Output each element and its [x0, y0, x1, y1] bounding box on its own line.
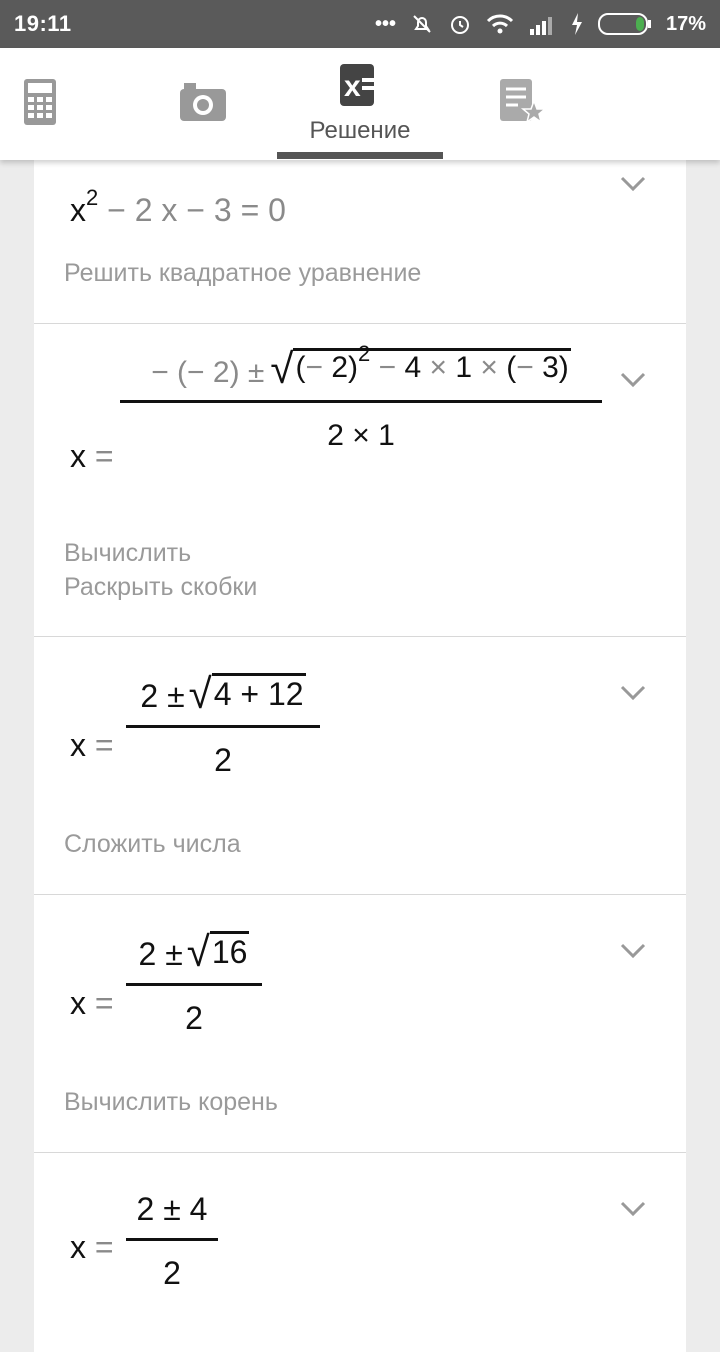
step2-description-2[interactable]: Раскрыть скобки	[64, 573, 258, 601]
step5-fraction	[126, 1191, 218, 1292]
active-tab-indicator	[277, 152, 443, 159]
charging-icon	[570, 13, 584, 35]
tab-solution-label: Решение	[309, 116, 411, 144]
step2-fraction	[120, 341, 602, 453]
tab-camera[interactable]	[160, 48, 246, 160]
tab-solution[interactable]	[277, 48, 443, 160]
num-left: − (− 2) ±	[151, 356, 265, 389]
camera-icon	[180, 83, 226, 126]
step-card-5[interactable]	[34, 1152, 686, 1352]
step4-description[interactable]: Вычислить корень	[64, 1088, 278, 1116]
fraction-bar	[126, 725, 320, 728]
sqrt-body: (− 2)$^2$ − 4 × 1 × (− 3)	[293, 348, 570, 390]
num-a: 2 ±	[138, 936, 183, 972]
sqrt-exp: 2	[358, 341, 371, 366]
equals-sign: =	[94, 727, 114, 763]
step2-numerator	[151, 341, 571, 392]
lhs-x: x	[70, 1229, 86, 1265]
wifi-icon	[486, 13, 514, 35]
step3-numerator	[140, 670, 305, 717]
num-a: 2 ±	[140, 678, 185, 714]
alarm-off-icon	[410, 12, 434, 36]
calculator-icon	[24, 79, 56, 130]
fraction-bar	[126, 1238, 218, 1241]
fraction-bar	[120, 400, 602, 403]
sqrt-expression	[188, 670, 306, 717]
step-card-1[interactable]	[34, 160, 686, 323]
chevron-down-icon[interactable]	[620, 943, 646, 964]
step3-fraction	[126, 670, 320, 779]
eq-term: − 2 x	[107, 192, 178, 228]
sqrt-expression	[270, 341, 570, 392]
step1-description[interactable]: Решить квадратное уравнение	[64, 259, 422, 287]
eq-x: x	[70, 192, 86, 228]
sqrt-expression	[186, 928, 250, 975]
step5-numerator: 2 ± 4	[136, 1191, 208, 1227]
fraction-bar	[126, 983, 262, 986]
step2-lhs	[70, 438, 114, 475]
notes-star-icon	[500, 79, 546, 130]
alarm-clock-icon	[448, 12, 472, 36]
eq-tail: − 3 = 0	[186, 192, 286, 228]
battery-icon	[598, 12, 652, 36]
sqrt-body: 4 + 12	[212, 673, 306, 715]
step3-denominator: 2	[214, 742, 232, 778]
lhs-x: x	[70, 985, 86, 1021]
step3-description[interactable]: Сложить числа	[64, 830, 241, 858]
step4-denominator: 2	[185, 1000, 203, 1036]
step3-lhs	[70, 727, 114, 764]
lhs-x: x	[70, 438, 86, 474]
status-time: 19:11	[14, 11, 72, 36]
signal-icon	[528, 13, 556, 35]
eq-exp: 2	[86, 185, 99, 210]
step4-fraction	[126, 928, 262, 1037]
step-card-4[interactable]	[34, 894, 686, 1152]
chevron-down-icon[interactable]	[620, 685, 646, 706]
equals-sign: =	[94, 985, 114, 1021]
sqrt-sign: √	[270, 345, 294, 392]
sqrt-sign: √	[188, 670, 212, 717]
step4-numerator	[138, 928, 250, 975]
sqrt-body: 16	[210, 931, 250, 973]
equals-sign: =	[94, 438, 114, 474]
tab-calculator[interactable]	[0, 48, 80, 160]
step2-description-1[interactable]: Вычислить	[64, 539, 192, 567]
battery-percent: 17%	[665, 12, 706, 35]
step5-lhs	[70, 1229, 114, 1266]
step5-denominator: 2	[163, 1255, 181, 1291]
chevron-down-icon[interactable]	[620, 372, 646, 393]
step2-denominator: 2 × 1	[327, 419, 395, 452]
step-card-2[interactable]	[34, 323, 686, 636]
more-dots-icon: •••	[374, 12, 396, 35]
tab-history[interactable]	[480, 48, 566, 160]
step1-equation	[70, 185, 286, 229]
step4-lhs	[70, 985, 114, 1022]
chevron-down-icon[interactable]	[620, 176, 646, 197]
solution-x-icon	[340, 64, 380, 111]
chevron-down-icon[interactable]	[620, 1201, 646, 1222]
tab-bar	[0, 48, 720, 160]
status-bar	[0, 0, 720, 48]
equals-sign: =	[94, 1229, 114, 1265]
sqrt-sign: √	[186, 928, 210, 975]
step-card-3[interactable]	[34, 636, 686, 894]
lhs-x: x	[70, 727, 86, 763]
svg-text:x: x	[344, 69, 361, 103]
